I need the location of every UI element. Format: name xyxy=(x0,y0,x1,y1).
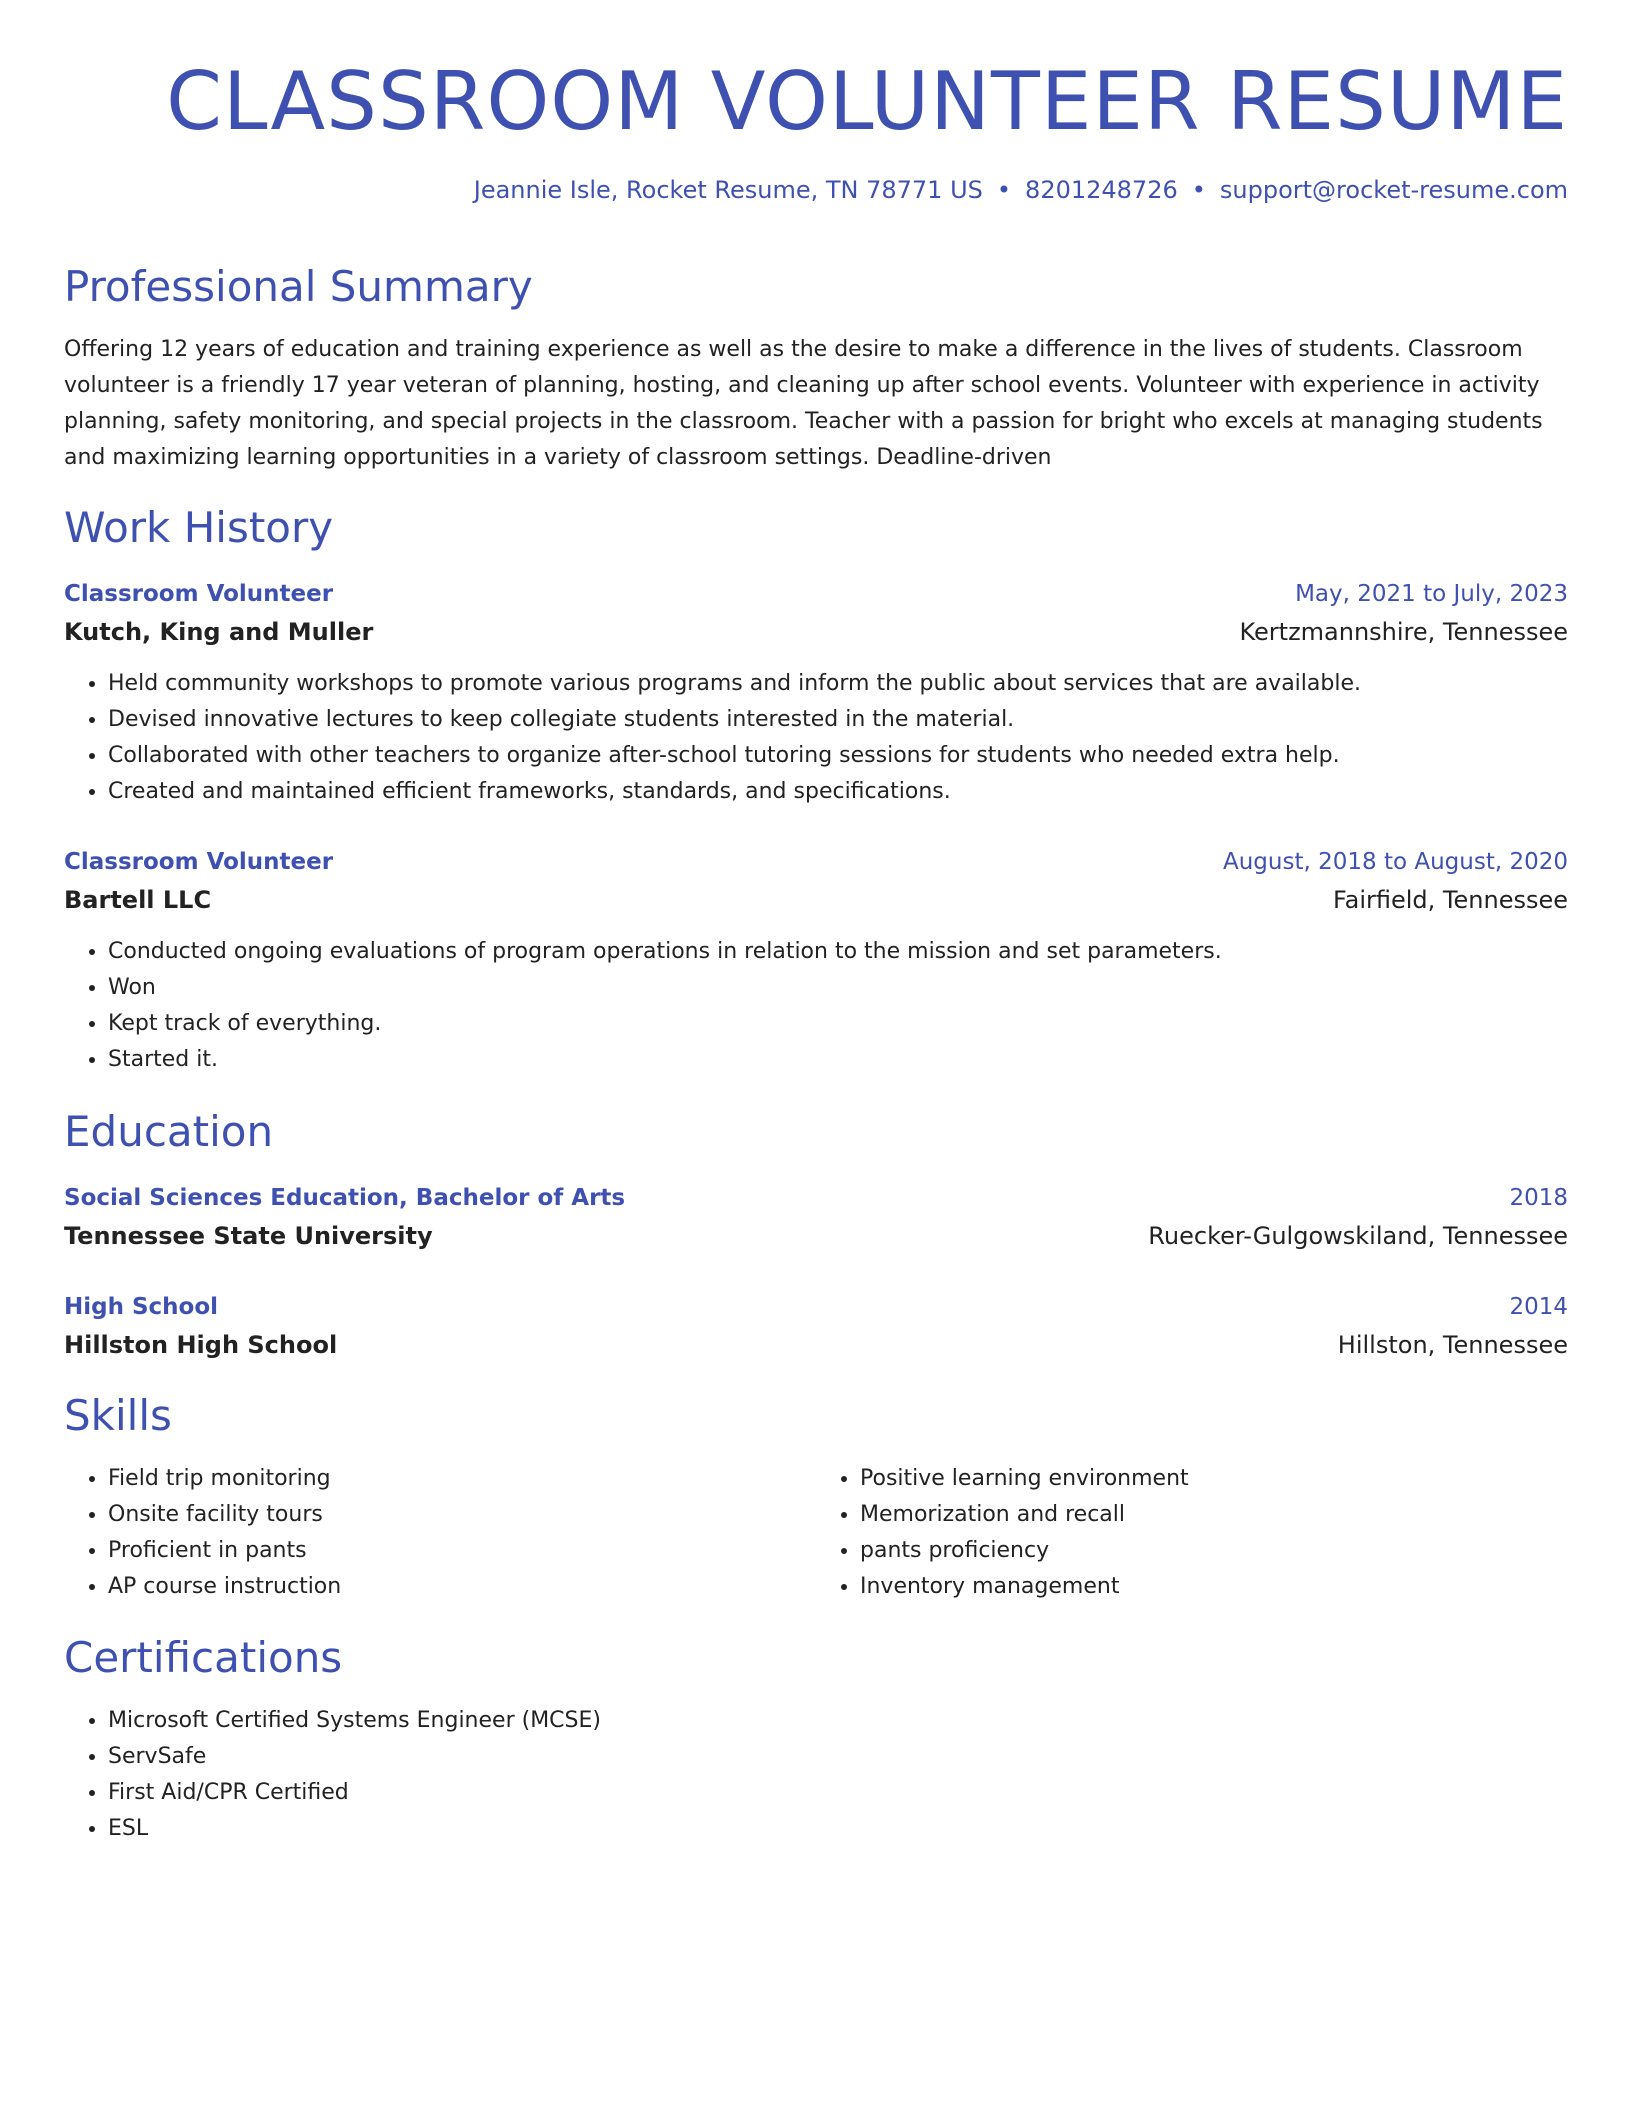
certifications-block xyxy=(64,1703,1568,1847)
contact-line xyxy=(474,176,1568,204)
company-name: Bartell LLC xyxy=(64,886,212,914)
job-location: Kertzmannshire, Tennessee xyxy=(1239,618,1568,646)
bullet-item: • Held community workshops to promote various programs and inform the public about services that are available. xyxy=(108,666,1568,702)
summary-text: Offering 12 years of education and training experience as well as the desire to make a difference in the lives of students. Classroom volunteer is a friendly 17 year veteran of planning, hosting, and cleaning up after school events. Volunteer with experience in activity planning, safety monitoring, and special projects in the classroom. Teacher with a passion for bright who excels at managing students and maximizing learning opportunities in a variety of classroom settings. Deadline-driven xyxy=(64,337,1543,470)
bullet-item: • Kept track of everything. xyxy=(108,1006,1568,1042)
certifications-list xyxy=(64,1703,1568,1847)
contact-address: Jeannie Isle, Rocket Resume, TN 78771 US xyxy=(473,176,983,204)
degree-name: High School xyxy=(64,1294,219,1320)
job-bullets xyxy=(64,666,1568,810)
bullet-item: • Conducted ongoing evaluations of program operations in relation to the mission and set parameters. xyxy=(108,934,1568,970)
school-name: Hillston High School xyxy=(64,1331,338,1359)
bullet-item: • Created and maintained efficient frameworks, standards, and specifications. xyxy=(108,774,1568,810)
contact-separator: • xyxy=(996,176,1012,204)
certification-item: • ESL xyxy=(108,1811,1568,1847)
school-location: Ruecker-Gulgowskiland, Tennessee xyxy=(1148,1222,1568,1250)
graduation-year: 2014 xyxy=(1509,1294,1568,1320)
graduation-year: 2018 xyxy=(1509,1185,1568,1211)
company-name: Kutch, King and Muller xyxy=(64,618,374,646)
summary-heading: Professional Summary xyxy=(64,262,533,311)
skill-item: • Inventory management xyxy=(860,1569,1568,1605)
education-entry xyxy=(64,1289,1568,1365)
degree-name: Social Sciences Education, Bachelor of Arts xyxy=(64,1185,626,1211)
certifications-heading: Certifications xyxy=(64,1633,343,1682)
job-dates: May, 2021 to July, 2023 xyxy=(1295,581,1568,607)
job-title: Classroom Volunteer xyxy=(64,849,334,875)
job-bullets xyxy=(64,934,1568,1078)
education-heading: Education xyxy=(64,1107,274,1156)
school-location: Hillston, Tennessee xyxy=(1337,1331,1568,1359)
school-name: Tennessee State University xyxy=(64,1222,433,1250)
education-entry xyxy=(64,1180,1568,1256)
job-entry xyxy=(64,844,1568,1078)
contact-separator: • xyxy=(1191,176,1206,204)
bullet-item: • Started it. xyxy=(108,1042,1568,1078)
job-location: Fairfield, Tennessee xyxy=(1333,886,1568,914)
skills-list-right xyxy=(816,1461,1568,1605)
certification-item: • First Aid/CPR Certified xyxy=(108,1775,1568,1811)
bullet-item: • Collaborated with other teachers to organize after-school tutoring sessions for students who needed extra help. xyxy=(108,738,1568,774)
skill-item: • AP course instruction xyxy=(108,1569,816,1605)
bullet-item: • Won xyxy=(108,970,1568,1006)
certification-item: • ServSafe xyxy=(108,1739,1568,1775)
skills-list-left xyxy=(64,1461,816,1605)
resume-title: CLASSROOM VOLUNTEER RESUME xyxy=(166,55,1568,148)
job-entry xyxy=(64,576,1568,810)
job-dates: August, 2018 to August, 2020 xyxy=(1223,849,1568,875)
skills-columns xyxy=(64,1461,1568,1605)
skill-item: • Memorization and recall xyxy=(860,1497,1568,1533)
bullet-item: • Devised innovative lectures to keep collegiate students interested in the material. xyxy=(108,702,1568,738)
skill-item: • Positive learning environment xyxy=(860,1461,1568,1497)
skill-item: • Onsite facility tours xyxy=(108,1497,816,1533)
contact-phone: 8201248726 xyxy=(1025,176,1178,204)
work-history-heading: Work History xyxy=(64,503,334,552)
skills-heading: Skills xyxy=(64,1391,172,1440)
contact-email[interactable]: support@rocket-resume.com xyxy=(1219,176,1568,204)
skill-item: • Proficient in pants xyxy=(108,1533,816,1569)
certification-item: • Microsoft Certified Systems Engineer (MCSE) xyxy=(108,1703,1568,1739)
skill-item: • Field trip monitoring xyxy=(108,1461,816,1497)
skill-item: • pants proficiency xyxy=(860,1533,1568,1569)
job-title: Classroom Volunteer xyxy=(64,581,334,607)
